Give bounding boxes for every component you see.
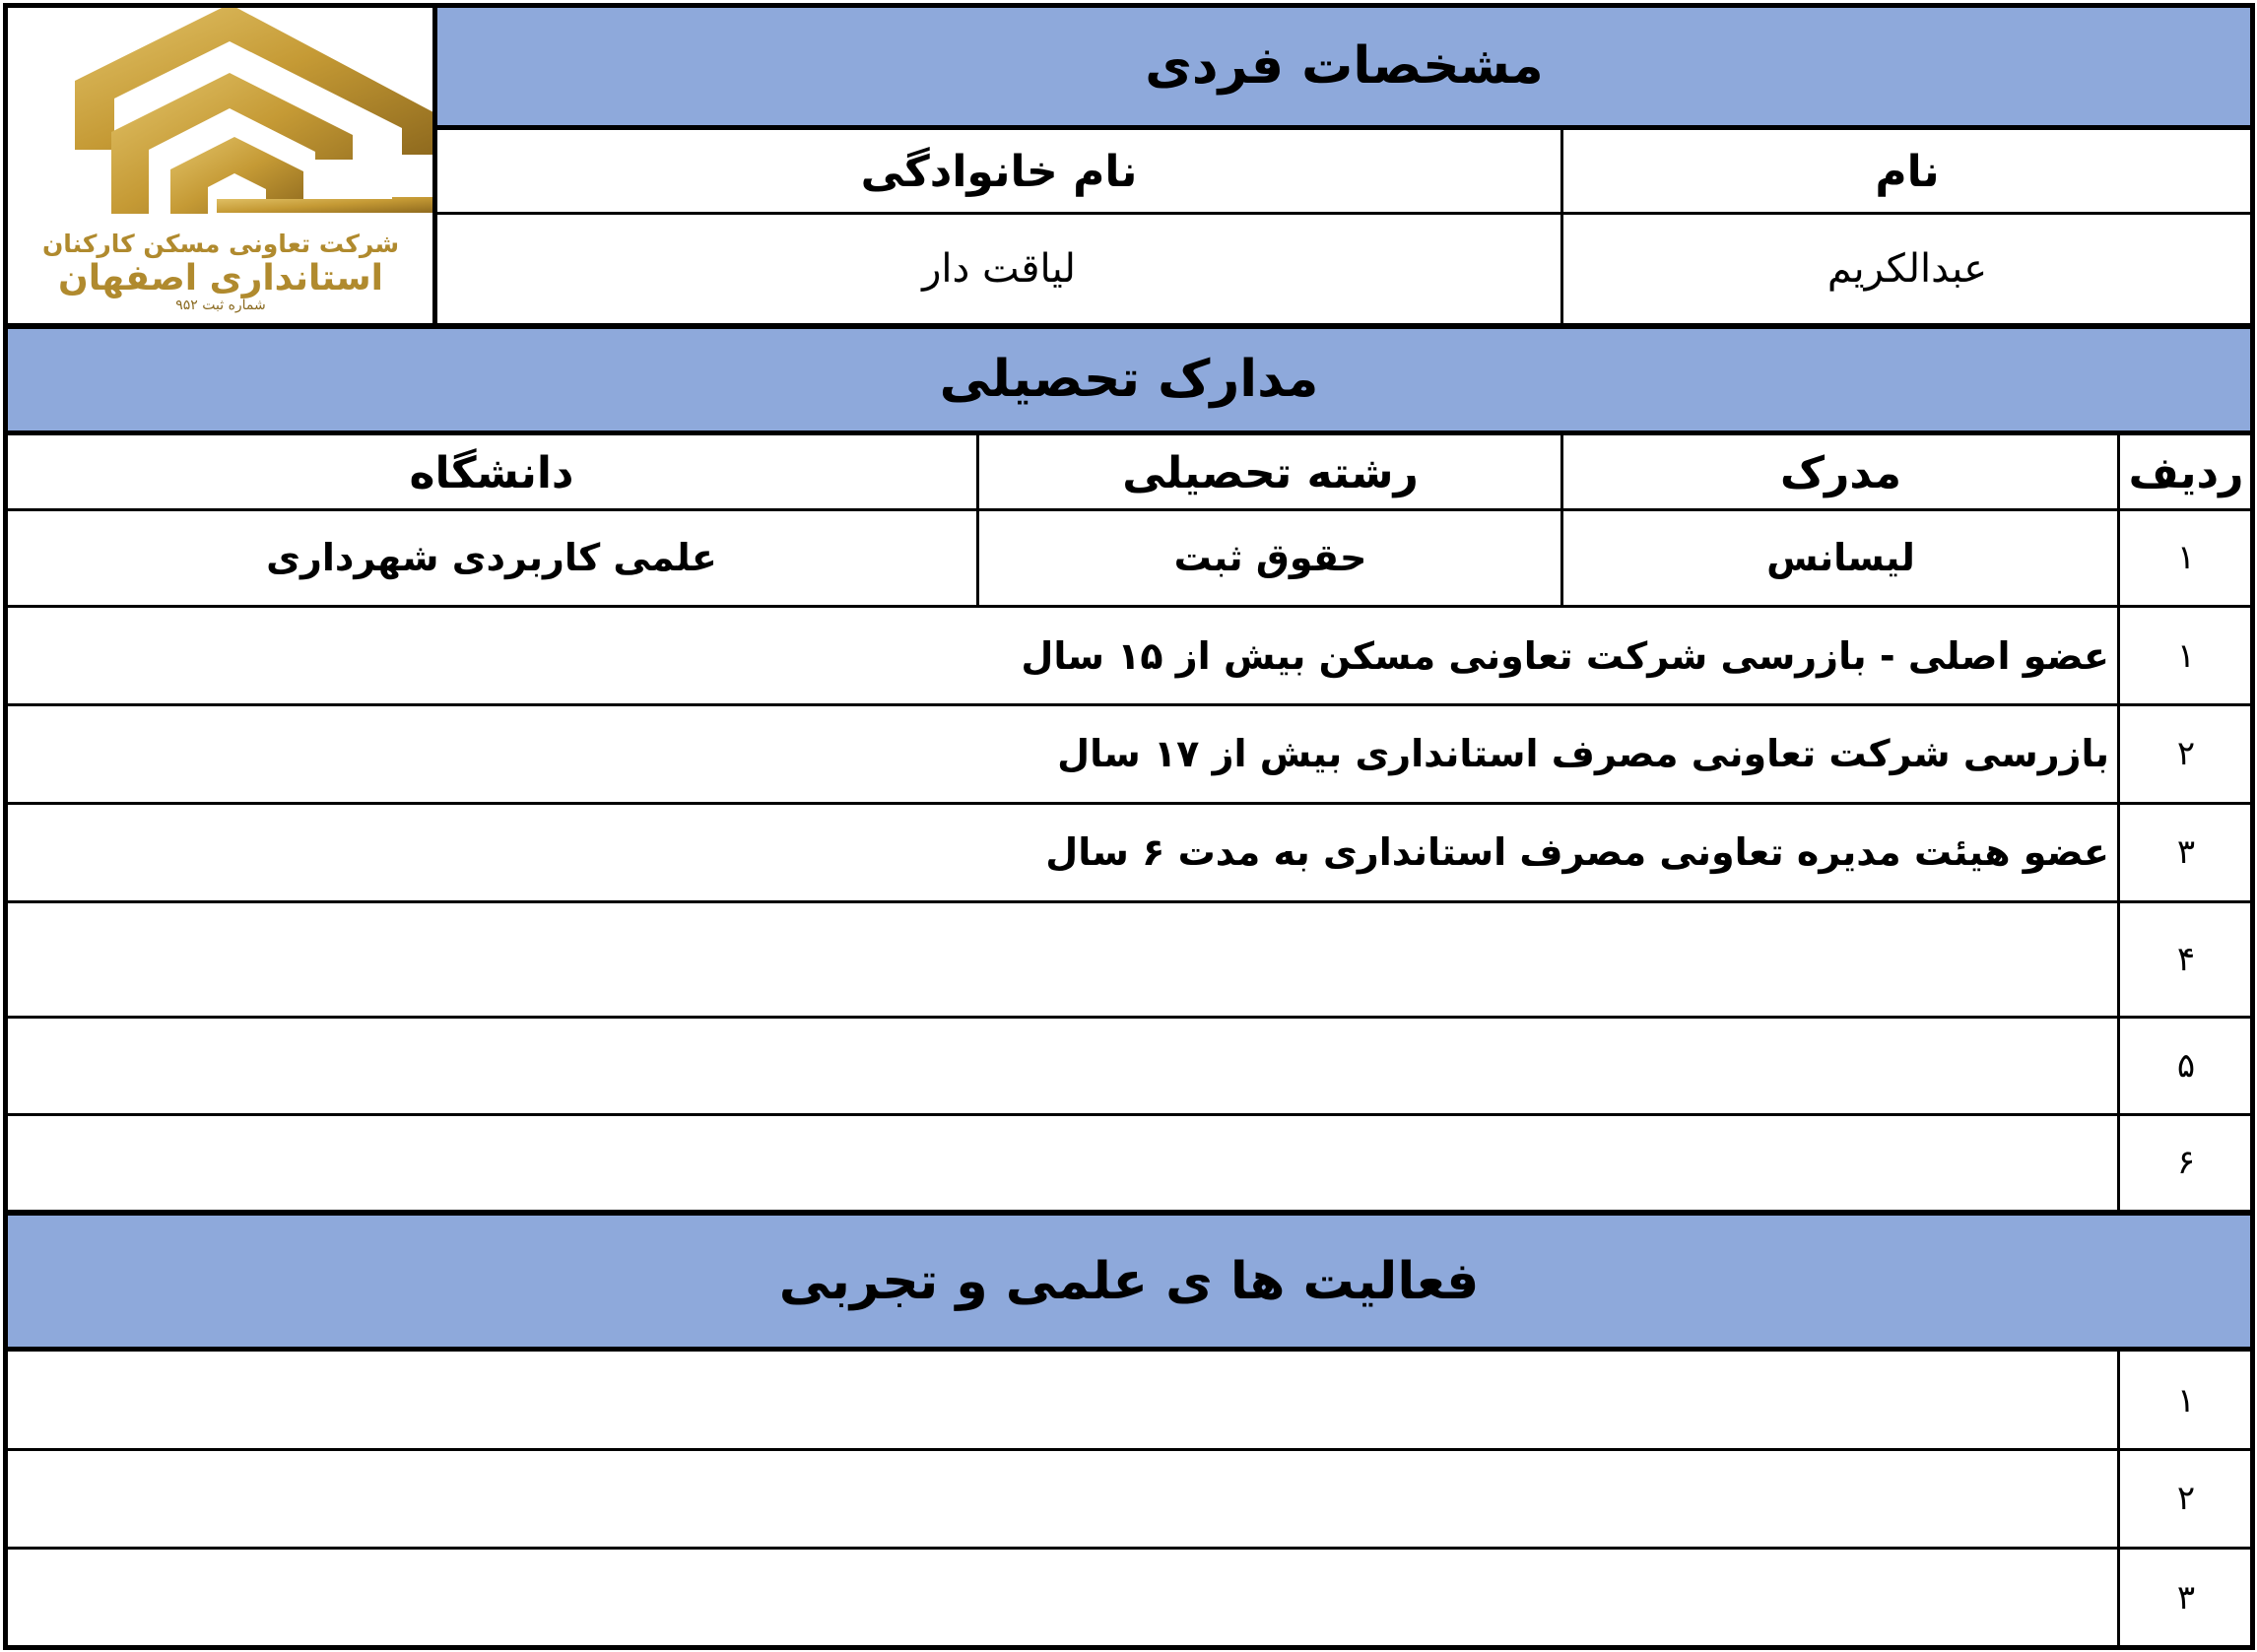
activity-row-num: ۱ (2176, 1381, 2196, 1421)
experience-row-text: عضو هیئت مدیره تعاونی مصرف استانداری به مدت ۶ سال (1045, 830, 2109, 874)
activities-title: فعالیت ها ی علمی و تجربی (778, 1251, 1480, 1311)
education-title: مدارک تحصیلی (939, 350, 1319, 409)
experience-row-text: عضو اصلی - بازرسی شرکت تعاونی مسکن بیش از ۱۵ سال (1021, 634, 2109, 678)
education-row-field: حقوق ثبت (1173, 536, 1367, 579)
first-name-value: عبدالکریم (1826, 246, 1988, 292)
education-row-university: علمی کاربردی شهرداری (266, 536, 717, 579)
col-header-row-label: ردیف (2128, 447, 2244, 498)
logo-line1: شرکت تعاونی مسکن کارکنان (41, 229, 400, 258)
experience-row-num: ۴ (2176, 940, 2196, 979)
col-header-field-label: رشته تحصیلی (1122, 447, 1419, 498)
experience-row-num: ۵ (2176, 1046, 2196, 1086)
col-header-university-label: دانشگاه (409, 447, 574, 498)
activity-row-num: ۳ (2176, 1578, 2196, 1618)
activity-row-num: ۲ (2176, 1479, 2196, 1518)
experience-row-num: ۳ (2176, 832, 2196, 872)
education-row-degree: لیسانس (1766, 536, 1915, 579)
experience-row-text: بازرسی شرکت تعاونی مصرف استانداری بیش از ۱۷ سال (1057, 732, 2109, 775)
experience-row-num: ۱ (2176, 636, 2196, 676)
last-name-label: نام خانوادگی (860, 146, 1138, 197)
experience-row-num: ۲ (2176, 734, 2196, 773)
last-name-value: لیاقت دار (922, 246, 1076, 292)
personal-info-title: مشخصات فردی (1145, 36, 1544, 96)
experience-row-num: ۶ (2176, 1143, 2196, 1182)
col-header-degree-label: مدرک (1779, 447, 1902, 498)
logo-line2: استانداری اصفهان (58, 257, 383, 298)
logo-line3: شماره ثبت ۹۵۲ (175, 297, 266, 313)
first-name-label: نام (1875, 146, 1940, 197)
education-row-num: ۱ (2176, 538, 2196, 577)
